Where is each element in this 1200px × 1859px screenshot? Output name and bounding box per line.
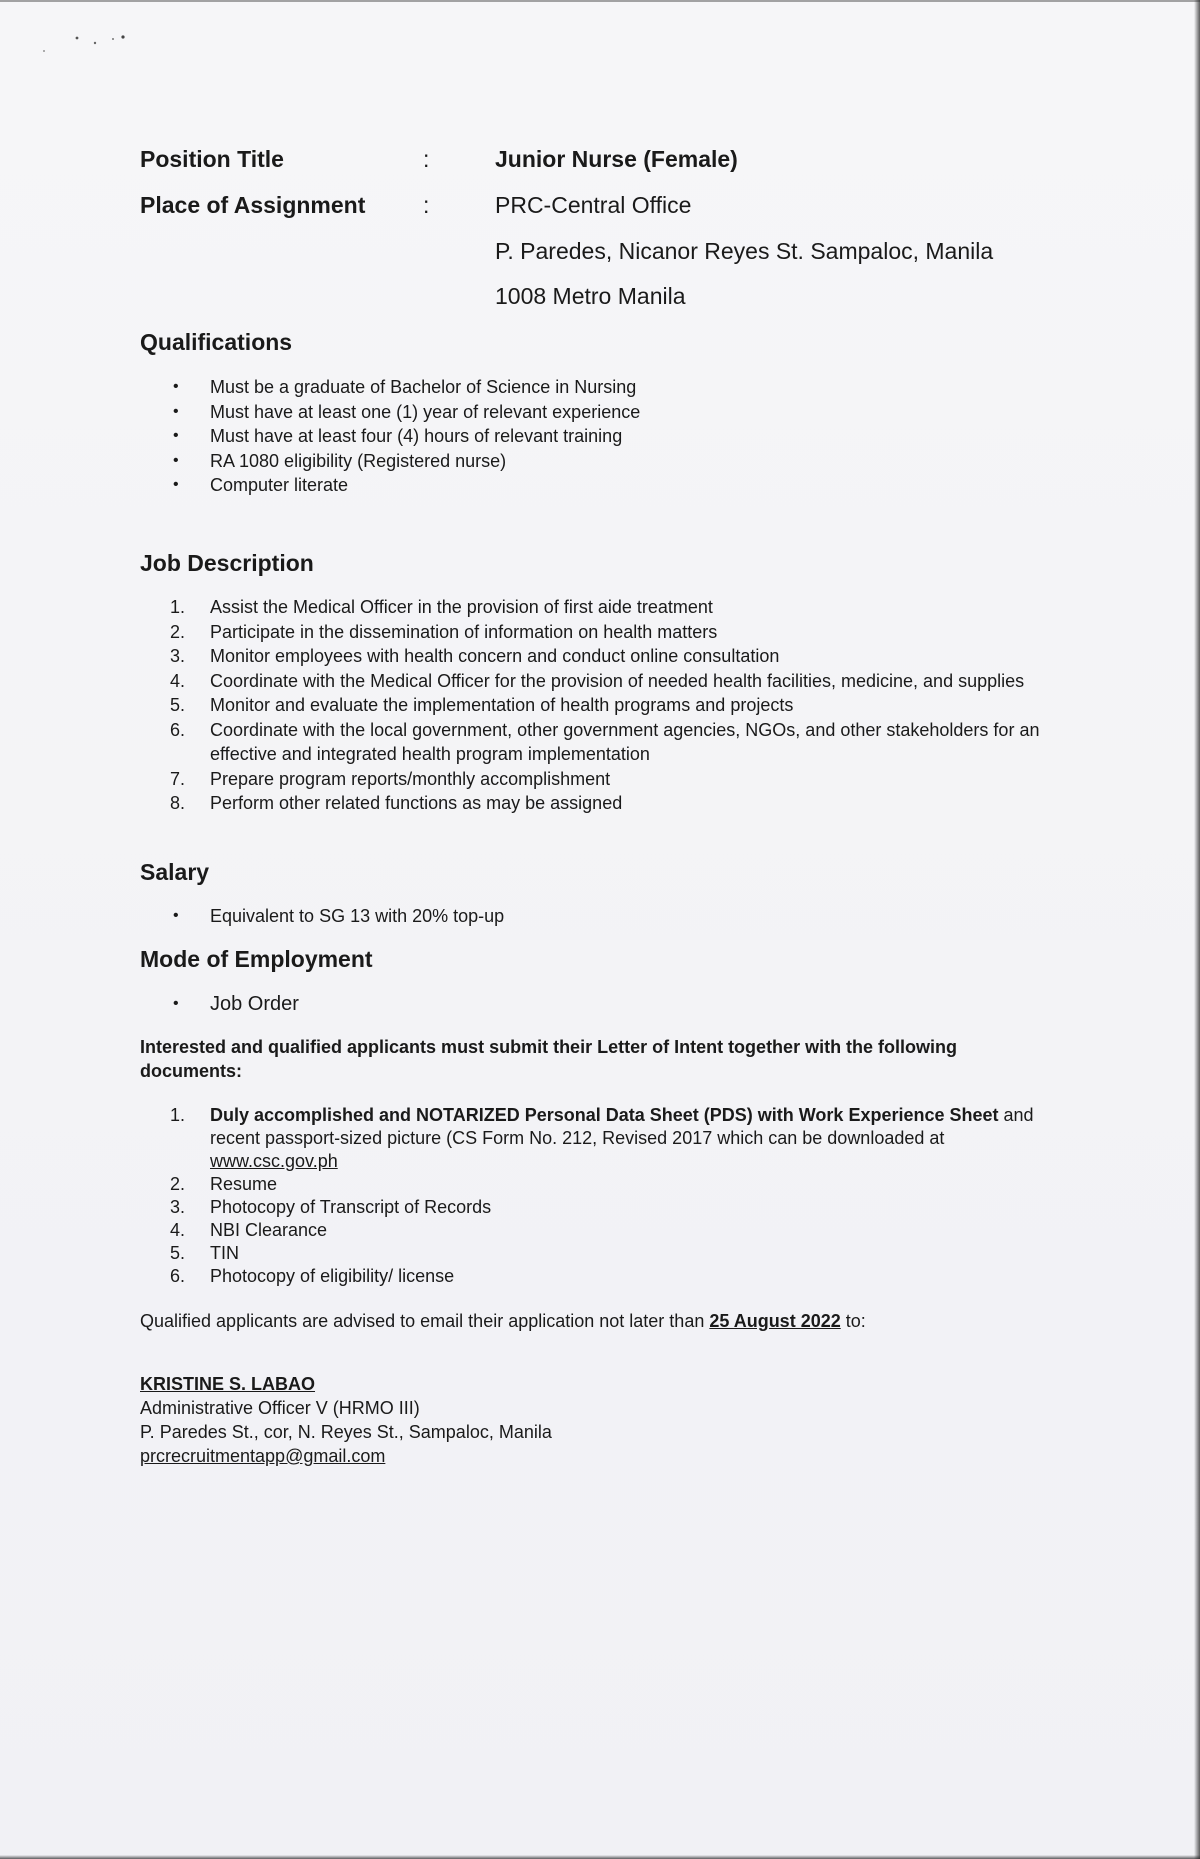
list-number: 3. [170,646,186,666]
list-item-text: Participate in the dissemination of information on health matters [210,621,718,642]
list-item-text: Photocopy of eligibility/ license [210,1266,455,1286]
list-number: 4. [170,1220,186,1240]
list-item-text: NBI Clearance [210,1220,328,1240]
place-line-1: PRC-Central Office [495,192,692,218]
contact-title: Administrative Officer V (HRMO III) [140,1398,420,1418]
list-item [0,669,1040,694]
list-item [0,1173,1040,1196]
list-item [0,424,1040,449]
place-line-2: P. Paredes, Nicanor Reyes St. Sampaloc, Manila [495,238,994,264]
mode-of-employment-heading: Mode of Employment [140,946,373,972]
qualifications-heading: Qualifications [140,329,293,355]
list-number: 5. [170,695,186,715]
deadline-paragraph [140,1309,1060,1333]
csc-website-link[interactable]: www.csc.gov.ph [210,1151,338,1171]
job-description-heading: Job Description [140,550,314,576]
list-item-text: Assist the Medical Officer in the provision of first aide treatment [210,597,713,617]
bullet: • [173,451,179,469]
list-item [0,1265,1040,1288]
list-item [0,767,1040,792]
list-number: 3. [170,1197,186,1217]
list-item-text: Must have at least one (1) year of relevant experience [210,401,641,422]
list-item-text: Coordinate with the Medical Officer for the provision of needed health facilities, medicine, and supplies [210,670,1025,691]
list-item-text: Monitor and evaluate the implementation of health programs and projects [210,695,794,715]
contact-block [140,1372,552,1468]
list-item [0,1219,1040,1242]
list-item [0,791,1040,816]
list-number: 2. [170,1174,186,1194]
list-item [0,693,1040,718]
list-item-text: Must have at least four (4) hours of relevant training [210,426,623,446]
position-title-colon: : [423,146,430,172]
qualifications-list [0,375,1200,498]
place-colon: : [423,192,430,218]
position-title-value: Junior Nurse (Female) [495,146,738,172]
list-item-text: Resume [210,1174,278,1194]
list-item [0,904,1040,929]
list-item [0,718,1040,767]
list-item [0,1242,1040,1265]
requirements-intro: Interested and qualified applicants must submit their Letter of Intent together with the following documents: [140,1037,958,1081]
list-item [0,449,1040,474]
list-number: 7. [170,768,186,789]
position-title-label: Position Title [140,146,284,172]
job-description-list [0,595,1200,816]
list-item [0,644,1040,669]
list-item-text: Coordinate with the local government, other government agencies, NGOs, and other stakeholders for an effective and integrated health program implementation [210,719,1040,764]
deadline-date: 25 August 2022 [709,1311,841,1331]
deadline-text-after: to: [840,1311,866,1331]
list-item-text: Prepare program reports/monthly accomplishment [210,768,611,789]
scan-edge-top [0,0,1200,2]
bullet: • [173,476,179,493]
list-number: 1. [170,1105,186,1125]
list-item-text: Computer literate [210,475,349,495]
bullet: • [173,402,179,420]
list-item-text: Photocopy of Transcript of Records [210,1197,492,1217]
salary-list [0,904,1200,929]
list-item-text: Job Order [210,993,299,1015]
bullet: • [173,427,179,444]
list-item [0,990,1040,1018]
list-number: 6. [170,1266,186,1286]
list-number: 1. [170,597,186,617]
list-number: 6. [170,719,186,740]
list-item [0,400,1040,425]
salary-heading: Salary [140,859,210,885]
mode-of-employment-list [0,990,1200,1018]
bullet: • [173,995,179,1012]
pds-requirement-text: and recent passport-sized picture (CS Form No. 212, Revised 2017 which can be downloaded at [210,1105,1034,1148]
bullet: • [173,378,179,395]
contact-email-link[interactable]: prcrecruitmentapp@gmail.com [140,1446,386,1466]
list-item-text: Perform other related functions as may be assigned [210,793,623,813]
list-item-text: Monitor employees with health concern and conduct online consultation [210,646,780,666]
list-number: 2. [170,621,186,642]
list-item-text: Must be a graduate of Bachelor of Science in Nursing [210,377,637,397]
list-item-text: TIN [210,1243,239,1263]
list-item [0,1104,1040,1173]
contact-name: KRISTINE S. LABAO [140,1374,316,1394]
list-item [0,473,1040,498]
place-label: Place of Assignment [140,192,366,218]
list-item [0,620,1040,645]
list-number: 8. [170,793,186,813]
list-item [0,375,1040,400]
contact-address: P. Paredes St., cor, N. Reyes St., Sampaloc, Manila [140,1422,552,1442]
list-number: 5. [170,1243,186,1263]
pds-requirement-bold: Duly accomplished and NOTARIZED Personal Data Sheet (PDS) with Work Experience Sheet [210,1105,999,1125]
scan-edge-bottom [0,1855,1200,1859]
list-number: 4. [170,670,186,691]
scan-edge-right [1194,0,1200,1859]
list-item-text: Equivalent to SG 13 with 20% top-up [210,906,505,926]
requirements-list [0,1104,1200,1288]
place-line-3: 1008 Metro Manila [495,283,686,309]
bullet: • [173,907,179,924]
scan-specks [40,34,160,64]
list-item [0,595,1040,620]
list-item-text: RA 1080 eligibility (Registered nurse) [210,450,507,471]
deadline-text-before: Qualified applicants are advised to email their application not later than [140,1311,710,1331]
list-item [0,1196,1040,1219]
